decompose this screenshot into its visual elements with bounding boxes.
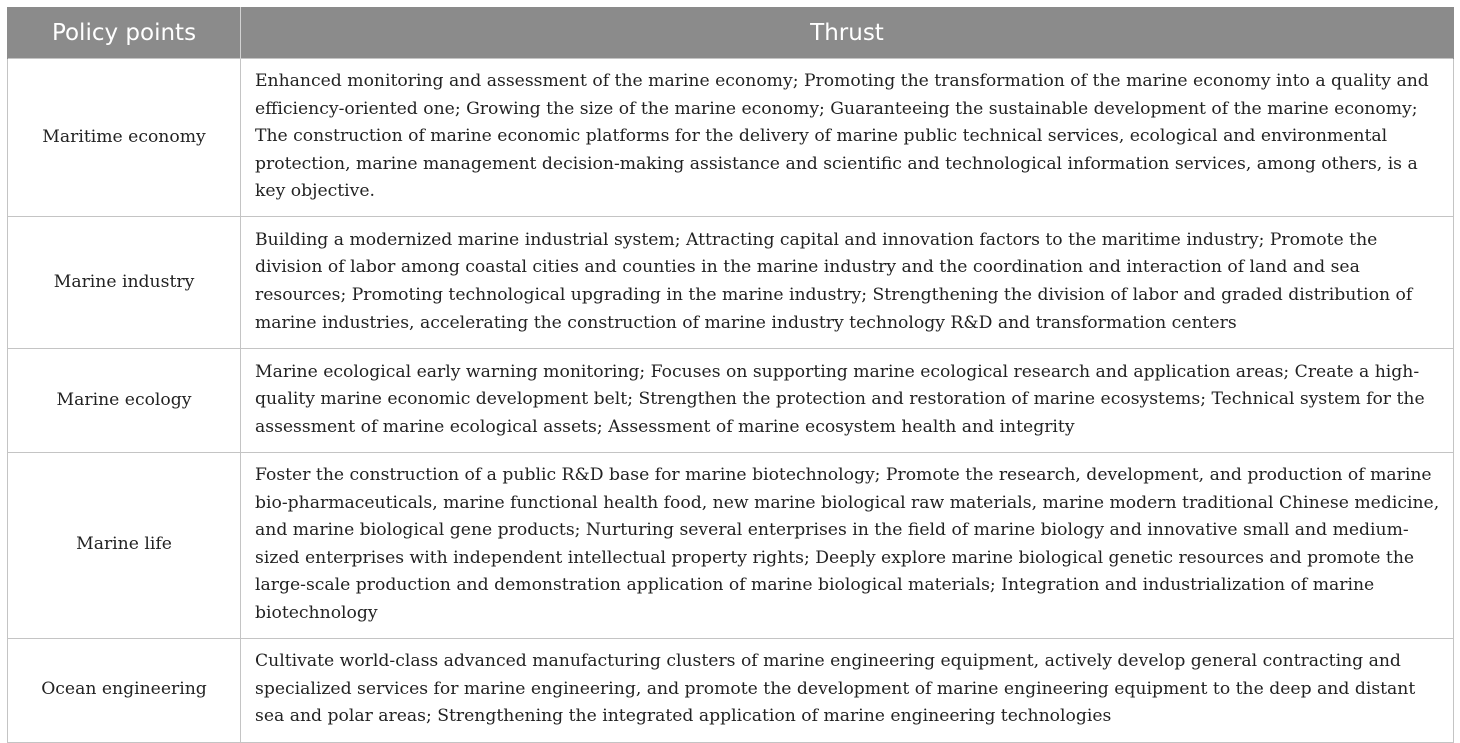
thrust-cell: Building a modernized marine industrial system; Attracting capital and innovation factors to the maritime industry; Promote the division of labor among coastal cities and counties in the marine industry and the coordination and interaction of land and sea resources; Promoting technological upgrading in the marine industry; Strengthening the division of labor and graded distribution of marine industries, accelerating the construction of marine industry technology R&D and transformation centers <box>241 216 1454 348</box>
policy-point-cell: Marine industry <box>8 216 241 348</box>
table-row <box>8 348 1454 452</box>
header-thrust: Thrust <box>241 7 1454 59</box>
thrust-cell: Foster the construction of a public R&D base for marine biotechnology; Promote the research, development, and production of marine bio-pharmaceuticals, marine functional health food, new marine biological raw materials, marine modern traditional Chinese medicine, and marine biological gene products; Nurturing several enterprises in the field of marine biology and innovative small and medium-sized enterprises with independent intellectual property rights; Deeply explore marine biological genetic resources and promote the large-scale production and demonstration application of marine biological materials; Integration and industrialization of marine biotechnology <box>241 452 1454 638</box>
policy-point-cell: Marine ecology <box>8 348 241 452</box>
table-row <box>8 59 1454 217</box>
policy-table-container <box>7 7 1453 743</box>
thrust-cell: Enhanced monitoring and assessment of the marine economy; Promoting the transformation of the marine economy into a quality and efficiency-oriented one; Growing the size of the marine economy; Guaranteeing the sustainable development of the marine economy; The construction of marine economic platforms for the delivery of marine public technical services, ecological and environmental protection, marine management decision-making assistance and scientific and technological information services, among others, is a key objective. <box>241 59 1454 217</box>
thrust-cell: Cultivate world-class advanced manufacturing clusters of marine engineering equipment, actively develop general contracting and specialized services for marine engineering, and promote the development of marine engineering equipment to the deep and distant sea and polar areas; Strengthening the integrated application of marine engineering technologies <box>241 638 1454 742</box>
policy-point-cell: Marine life <box>8 452 241 638</box>
table-header <box>8 7 1454 59</box>
policy-point-cell: Maritime economy <box>8 59 241 217</box>
table-row <box>8 452 1454 638</box>
table-row <box>8 216 1454 348</box>
policy-point-cell: Ocean engineering <box>8 638 241 742</box>
thrust-cell: Marine ecological early warning monitoring; Focuses on supporting marine ecological research and application areas; Create a high-quality marine economic development belt; Strengthen the protection and restoration of marine ecosystems; Technical system for the assessment of marine ecological assets; Assessment of marine ecosystem health and integrity <box>241 348 1454 452</box>
policy-table <box>7 7 1454 743</box>
header-policy-points: Policy points <box>8 7 241 59</box>
table-row <box>8 638 1454 742</box>
header-row <box>8 7 1454 59</box>
table-body <box>8 59 1454 743</box>
